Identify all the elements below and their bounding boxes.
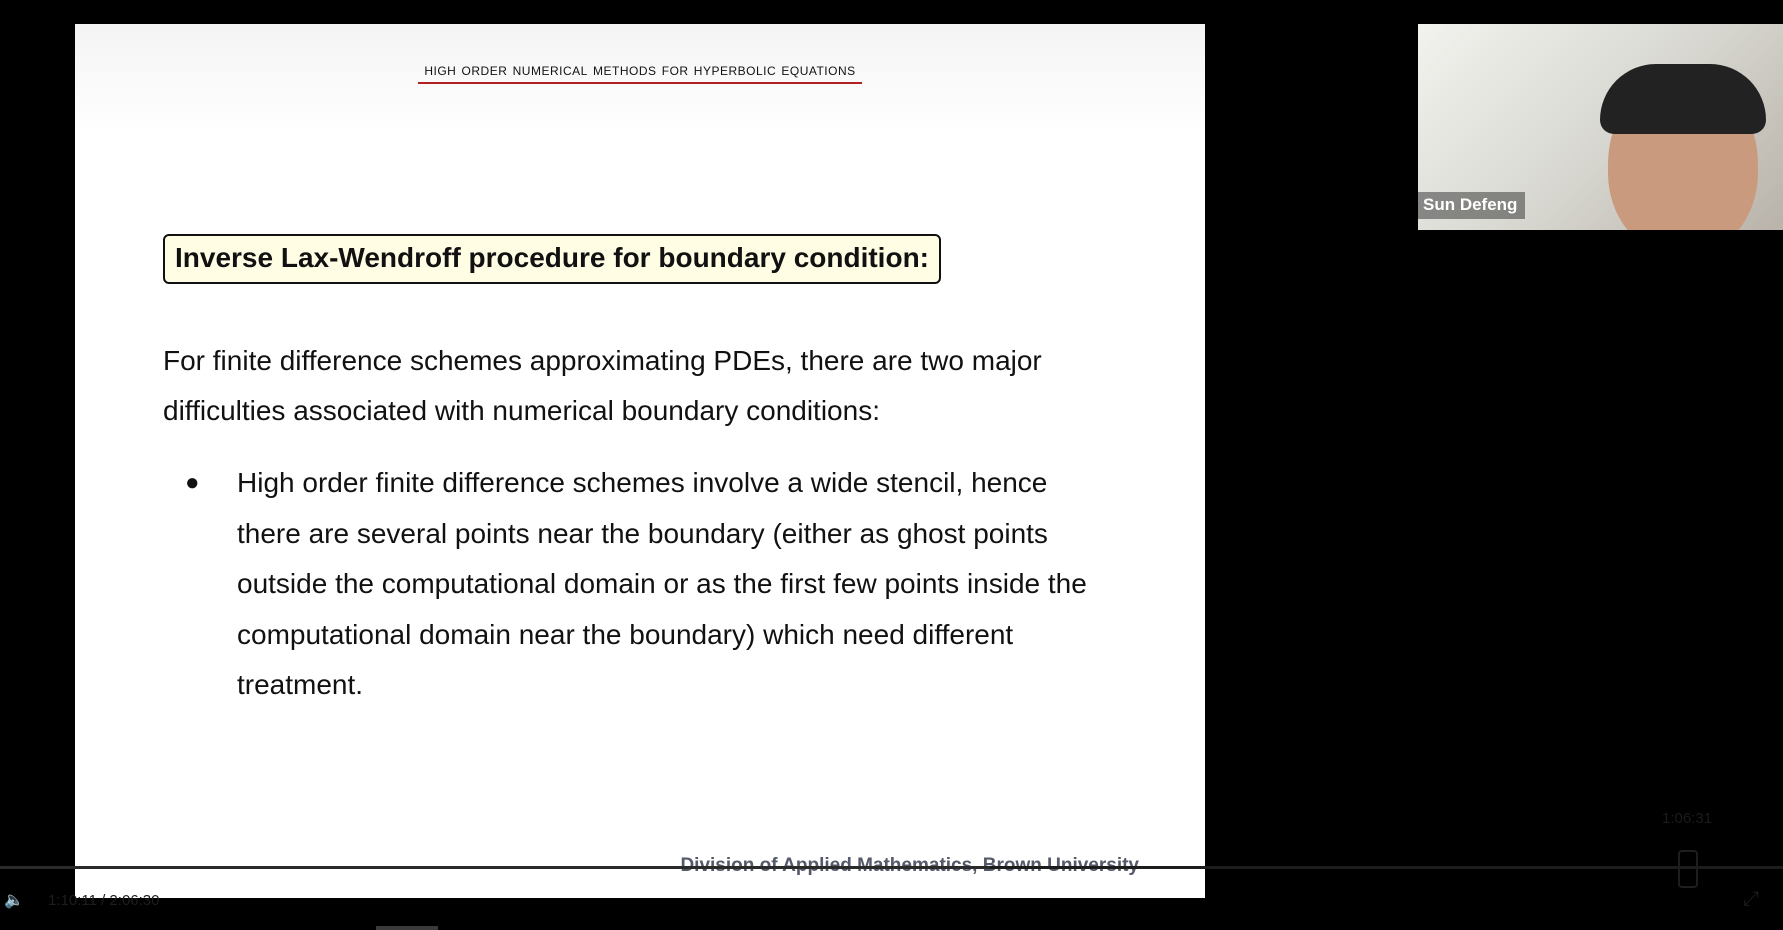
- bullet-text: [237, 458, 1117, 711]
- bullet-line: there are several points near the boundary (either as ghost points: [237, 517, 1048, 549]
- participant-video-tile[interactable]: [1418, 24, 1783, 230]
- bullet-line: treatment.: [237, 669, 364, 700]
- bullet-line: High order finite difference schemes involve a wide stencil, hence: [237, 467, 1048, 498]
- progress-scrub-handle[interactable]: [1678, 850, 1698, 888]
- fullscreen-icon[interactable]: ⤢: [1743, 888, 1759, 910]
- slide-title: Inverse Lax-Wendroff procedure for boundary condition:: [175, 242, 929, 273]
- intro-line: For finite difference schemes approximating PDEs, there are two major: [163, 345, 1042, 376]
- remaining-time-readout: 1:06:31: [1662, 810, 1713, 827]
- playback-time-readout: 1:10:11 / 2:06:30: [48, 892, 160, 909]
- volume-icon[interactable]: 🔈: [4, 892, 24, 909]
- video-progress-fill: [0, 866, 990, 869]
- participant-name-label: Sun Defeng: [1418, 192, 1525, 219]
- slide-intro-paragraph: [163, 336, 1123, 436]
- bottom-tab-indicator: [376, 926, 438, 930]
- bullet-line: computational domain near the boundary) which need different: [237, 618, 1014, 650]
- presentation-slide: [75, 24, 1205, 898]
- slide-title-box: [163, 234, 941, 284]
- bullet-icon: ●: [185, 469, 200, 496]
- intro-line: difficulties associated with numerical boundary conditions:: [163, 395, 880, 426]
- slide-header-text: high order numerical methods for hyperbolic equations: [418, 60, 861, 84]
- participant-video-hair: [1600, 64, 1766, 134]
- slide-header: [75, 60, 1205, 84]
- bullet-line: outside the computational domain or as the first few points inside the: [237, 568, 1087, 599]
